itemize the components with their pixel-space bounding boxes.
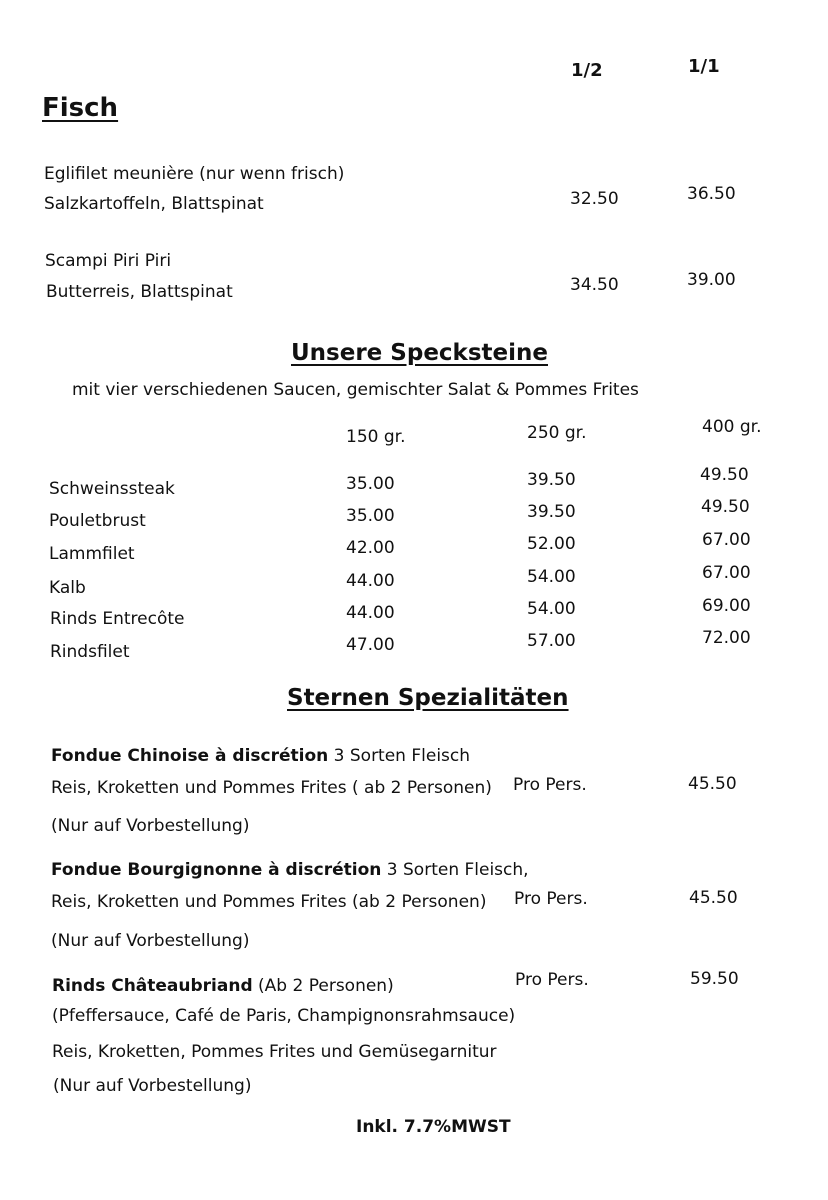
menu-item-line: (Nur auf Vorbestellung)	[53, 1076, 252, 1096]
menu-item-name: Fondue Chinoise à discrétion	[51, 746, 329, 766]
weight-header-400: 400 gr.	[702, 417, 762, 437]
price-250: 54.00	[527, 567, 576, 587]
price-half: 32.50	[570, 189, 619, 209]
table-row-name: Rinds Entrecôte	[50, 609, 185, 629]
menu-item-sides: Butterreis, Blattspinat	[46, 282, 233, 302]
section-title-specksteine: Unsere Specksteine	[291, 340, 548, 366]
price-400: 67.00	[702, 563, 751, 583]
menu-item-name: Rinds Châteaubriand	[52, 976, 253, 996]
menu-item-line: Reis, Kroketten und Pommes Frites ( ab 2 Personen)	[51, 778, 492, 798]
price-400: 72.00	[702, 628, 751, 648]
price-150: 47.00	[346, 635, 395, 655]
price-150: 35.00	[346, 506, 395, 526]
price-400: 69.00	[702, 596, 751, 616]
menu-item-suffix: 3 Sorten Fleisch,	[386, 860, 529, 880]
table-row-name: Lammfilet	[49, 544, 135, 564]
price: 59.50	[690, 969, 739, 989]
price-250: 52.00	[527, 534, 576, 554]
menu-item-line: Reis, Kroketten und Pommes Frites (ab 2 Personen)	[51, 892, 487, 912]
menu-item-name: Fondue Bourgignonne à discrétion	[51, 860, 382, 880]
price: 45.50	[688, 774, 737, 794]
price-400: 49.50	[701, 497, 750, 517]
unit-label: Pro Pers.	[513, 775, 587, 795]
section-title-fisch: Fisch	[42, 93, 119, 123]
price-full: 36.50	[687, 184, 736, 204]
table-row-name: Schweinssteak	[49, 479, 175, 499]
table-row-name: Pouletbrust	[49, 511, 146, 531]
column-header-full: 1/1	[688, 56, 720, 77]
menu-item-line: (Nur auf Vorbestellung)	[51, 931, 250, 951]
menu-item-line: (Pfeffersauce, Café de Paris, Champignonsrahmsauce)	[52, 1006, 516, 1026]
price-150: 44.00	[346, 571, 395, 591]
vat-note: Inkl. 7.7%MWST	[356, 1117, 511, 1137]
table-row-name: Kalb	[49, 578, 86, 598]
price-250: 57.00	[527, 631, 576, 651]
unit-label: Pro Pers.	[514, 889, 588, 909]
price-250: 39.50	[527, 502, 576, 522]
section-title-sternen: Sternen Spezialitäten	[287, 685, 569, 711]
menu-item-name: Scampi Piri Piri	[45, 251, 172, 271]
menu-item-heading	[52, 976, 394, 996]
weight-header-150: 150 gr.	[346, 427, 406, 447]
menu-item-heading	[51, 860, 529, 880]
price-150: 44.00	[346, 603, 395, 623]
menu-item-sides: Salzkartoffeln, Blattspinat	[44, 194, 264, 214]
menu-item-line: Reis, Kroketten, Pommes Frites und Gemüsegarnitur	[52, 1042, 497, 1062]
price: 45.50	[689, 888, 738, 908]
menu-item-suffix: (Ab 2 Personen)	[258, 976, 394, 996]
price-half: 34.50	[570, 275, 619, 295]
menu-item-line: (Nur auf Vorbestellung)	[51, 816, 250, 836]
price-full: 39.00	[687, 270, 736, 290]
column-header-half: 1/2	[571, 60, 603, 81]
table-row-name: Rindsfilet	[50, 642, 130, 662]
unit-label: Pro Pers.	[515, 970, 589, 990]
price-400: 49.50	[700, 465, 749, 485]
menu-item-suffix: 3 Sorten Fleisch	[333, 746, 471, 766]
menu-item-heading	[51, 746, 470, 766]
price-150: 35.00	[346, 474, 395, 494]
price-250: 39.50	[527, 470, 576, 490]
section-subtitle: mit vier verschiedenen Saucen, gemischter Salat & Pommes Frites	[72, 380, 639, 400]
price-150: 42.00	[346, 538, 395, 558]
weight-header-250: 250 gr.	[527, 423, 587, 443]
menu-item-name: Eglifilet meunière (nur wenn frisch)	[44, 164, 345, 184]
price-250: 54.00	[527, 599, 576, 619]
price-400: 67.00	[702, 530, 751, 550]
